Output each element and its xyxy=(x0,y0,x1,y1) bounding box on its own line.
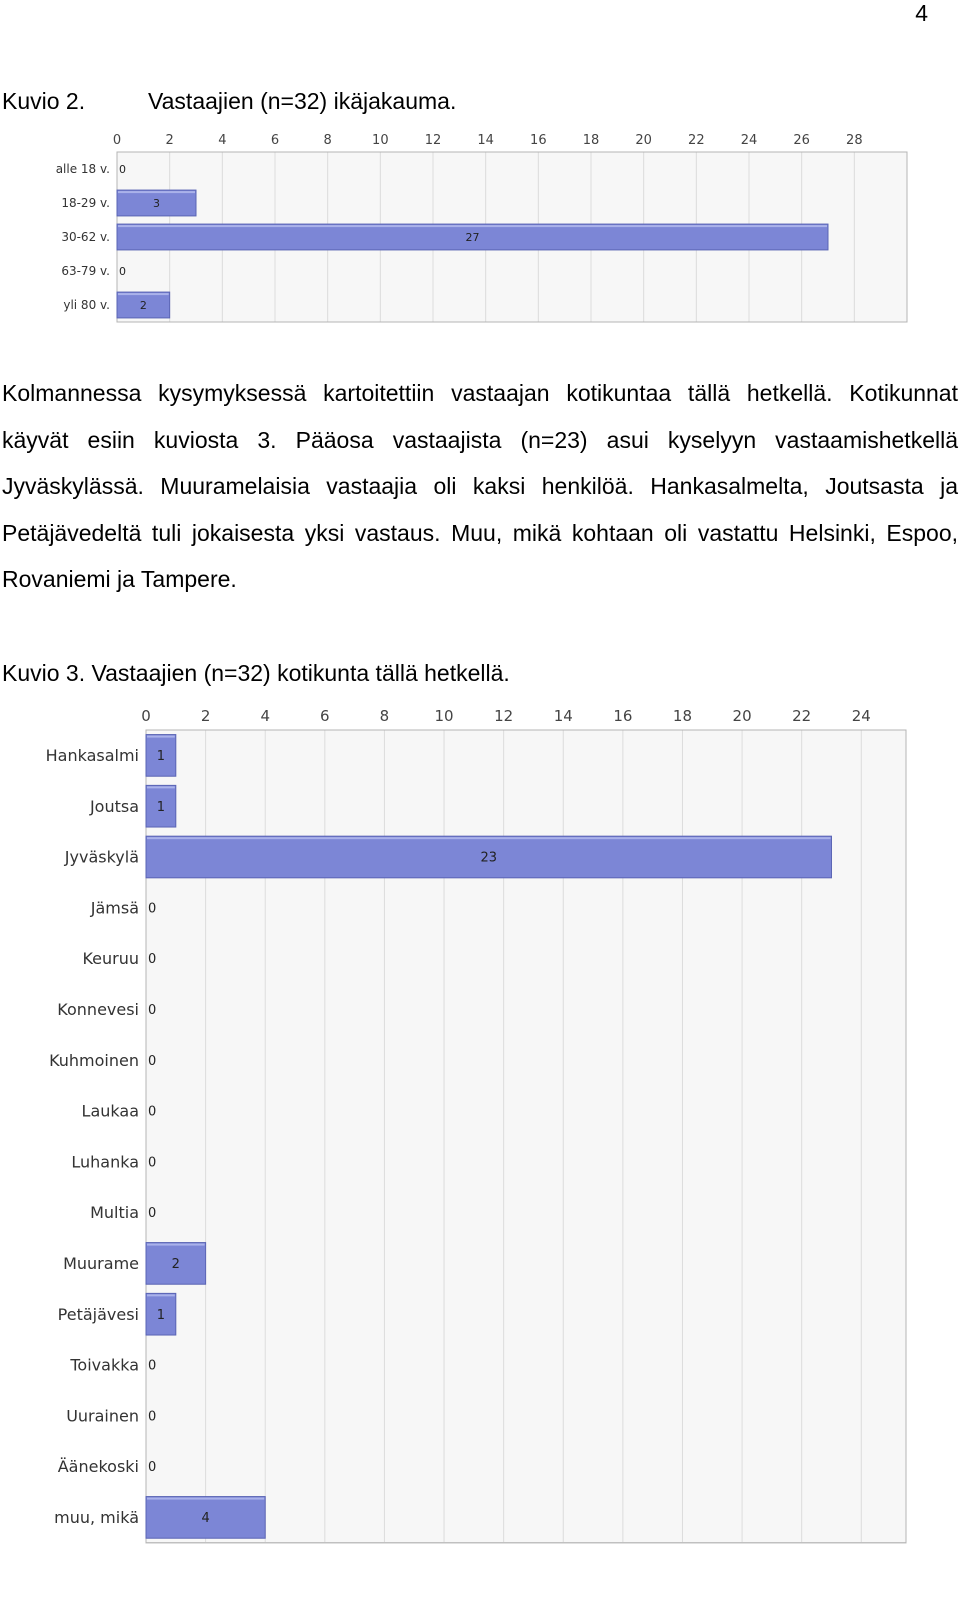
bar-highlight xyxy=(147,1294,175,1296)
x-tick-label: 18 xyxy=(672,707,693,725)
x-tick-label: 12 xyxy=(494,707,514,725)
x-tick-label: 4 xyxy=(218,133,227,148)
category-label-keuruu: Keuruu xyxy=(82,949,139,969)
age-distribution-chart xyxy=(0,128,920,340)
x-tick-label: 22 xyxy=(688,133,705,148)
bar-highlight xyxy=(147,1244,205,1246)
data-label-muu-mika: 4 xyxy=(201,1510,210,1526)
bar-highlight xyxy=(147,786,175,788)
category-label-aanekoski: Äänekoski xyxy=(57,1457,139,1477)
data-label-jyvaskyla: 23 xyxy=(480,850,498,866)
x-tick-label: 2 xyxy=(165,133,174,148)
x-tick-label: 4 xyxy=(260,707,270,725)
category-label-konnevesi: Konnevesi xyxy=(57,1000,139,1019)
x-tick-label: 24 xyxy=(851,707,871,725)
bar-highlight xyxy=(147,736,175,738)
bar-highlight xyxy=(147,837,830,839)
x-tick-label: 6 xyxy=(320,707,330,725)
data-label-30-62-v: 27 xyxy=(465,230,480,244)
x-tick-label: 24 xyxy=(740,133,758,148)
x-tick-label: 20 xyxy=(732,707,752,725)
data-label-63-79-v: 0 xyxy=(119,264,126,278)
category-label-laukaa: Laukaa xyxy=(81,1101,139,1121)
x-tick-label: 26 xyxy=(793,133,810,148)
data-label-joutsa: 1 xyxy=(156,799,166,815)
category-label-hankasalmi: Hankasalmi xyxy=(45,746,139,765)
data-label-laukaa: 0 xyxy=(148,1104,157,1120)
x-tick-label: 16 xyxy=(613,707,633,725)
category-label-jyvaskyla: Jyväskylä xyxy=(64,847,139,867)
x-tick-label: 2 xyxy=(200,707,211,725)
data-label-keuruu: 0 xyxy=(148,952,157,968)
figure-2-caption xyxy=(2,88,456,115)
x-tick-label: 12 xyxy=(424,133,442,148)
data-label-yli-80-v: 2 xyxy=(139,298,147,312)
data-label-kuhmoinen: 0 xyxy=(148,1053,157,1069)
category-label-63-79-v: 63-79 v. xyxy=(61,264,110,279)
x-tick-label: 20 xyxy=(635,133,652,148)
data-label-hankasalmi: 1 xyxy=(156,748,166,764)
body-paragraph: Kolmannessa kysymyksessä kartoitettiin vastaajan kotikuntaa tällä hetkellä. Kotikunnat käyvät esiin kuviosta 3. Pääosa vastaajista (n=23) asui kyselyyn vastaamishetkellä Jyväskylässä. Muuramelaisia vastaajia oli kaksi henkilöä. Hankasalmelta, Joutsasta ja Petäjävedeltä tuli jokaisesta yksi vastaus. Muu, mikä kohtaan oli vastattu Helsinki, Espoo, Rovaniemi ja Tampere. xyxy=(2,380,958,592)
x-tick-label: 18 xyxy=(582,133,600,148)
category-label-muu-mika: muu, mikä xyxy=(54,1508,139,1527)
category-label-toivakka: Toivakka xyxy=(70,1355,139,1375)
category-label-multia: Multia xyxy=(90,1203,139,1223)
x-tick-label: 14 xyxy=(477,133,494,148)
x-tick-label: 14 xyxy=(553,707,573,725)
figure-2-caption-title: Vastaajien (n=32) ikäjakauma. xyxy=(148,88,457,114)
home-municipality-chart xyxy=(0,700,920,1615)
bar-highlight xyxy=(118,191,195,193)
category-label-yli-80-v: yli 80 v. xyxy=(63,298,110,313)
data-label-uurainen: 0 xyxy=(148,1409,157,1425)
data-label-muurame: 2 xyxy=(171,1256,180,1272)
data-label-jamsa: 0 xyxy=(148,901,157,917)
page-number: 4 xyxy=(915,0,928,26)
category-label-18-29-v: 18-29 v. xyxy=(61,196,110,211)
x-tick-label: 8 xyxy=(323,133,332,148)
bar-highlight xyxy=(118,225,827,227)
data-label-petajavesi: 1 xyxy=(156,1307,166,1323)
data-label-aanekoski: 0 xyxy=(148,1460,157,1476)
category-label-petajavesi: Petäjävesi xyxy=(57,1304,139,1324)
x-tick-label: 6 xyxy=(270,133,280,148)
bar-highlight xyxy=(118,293,169,295)
category-label-alle-18-v: alle 18 v. xyxy=(55,162,110,177)
category-label-luhanka: Luhanka xyxy=(71,1152,139,1172)
data-label-multia: 0 xyxy=(148,1206,157,1222)
x-tick-label: 22 xyxy=(792,707,812,725)
x-tick-label: 0 xyxy=(112,133,122,148)
figure-2-caption-number: Kuvio 2. xyxy=(2,88,86,114)
x-tick-label: 16 xyxy=(530,133,547,148)
figure-3-caption: Kuvio 3. Vastaajien (n=32) kotikunta tällä hetkellä. xyxy=(2,660,510,686)
category-label-jamsa: Jämsä xyxy=(90,898,139,918)
x-tick-label: 10 xyxy=(372,133,389,148)
category-label-kuhmoinen: Kuhmoinen xyxy=(49,1050,139,1070)
data-label-toivakka: 0 xyxy=(148,1358,157,1374)
data-label-luhanka: 0 xyxy=(148,1155,157,1171)
category-label-muurame: Muurame xyxy=(63,1254,139,1273)
data-label-alle-18-v: 0 xyxy=(119,162,126,176)
data-label-18-29-v: 3 xyxy=(153,196,160,210)
category-label-uurainen: Uurainen xyxy=(66,1406,139,1426)
x-tick-label: 10 xyxy=(434,707,454,725)
x-tick-label: 28 xyxy=(846,133,863,148)
x-tick-label: 0 xyxy=(141,707,151,725)
bar-highlight xyxy=(147,1498,264,1500)
data-label-konnevesi: 0 xyxy=(148,1002,157,1018)
category-label-30-62-v: 30-62 v. xyxy=(61,230,110,245)
x-tick-label: 8 xyxy=(379,707,390,725)
category-label-joutsa: Joutsa xyxy=(89,796,139,816)
